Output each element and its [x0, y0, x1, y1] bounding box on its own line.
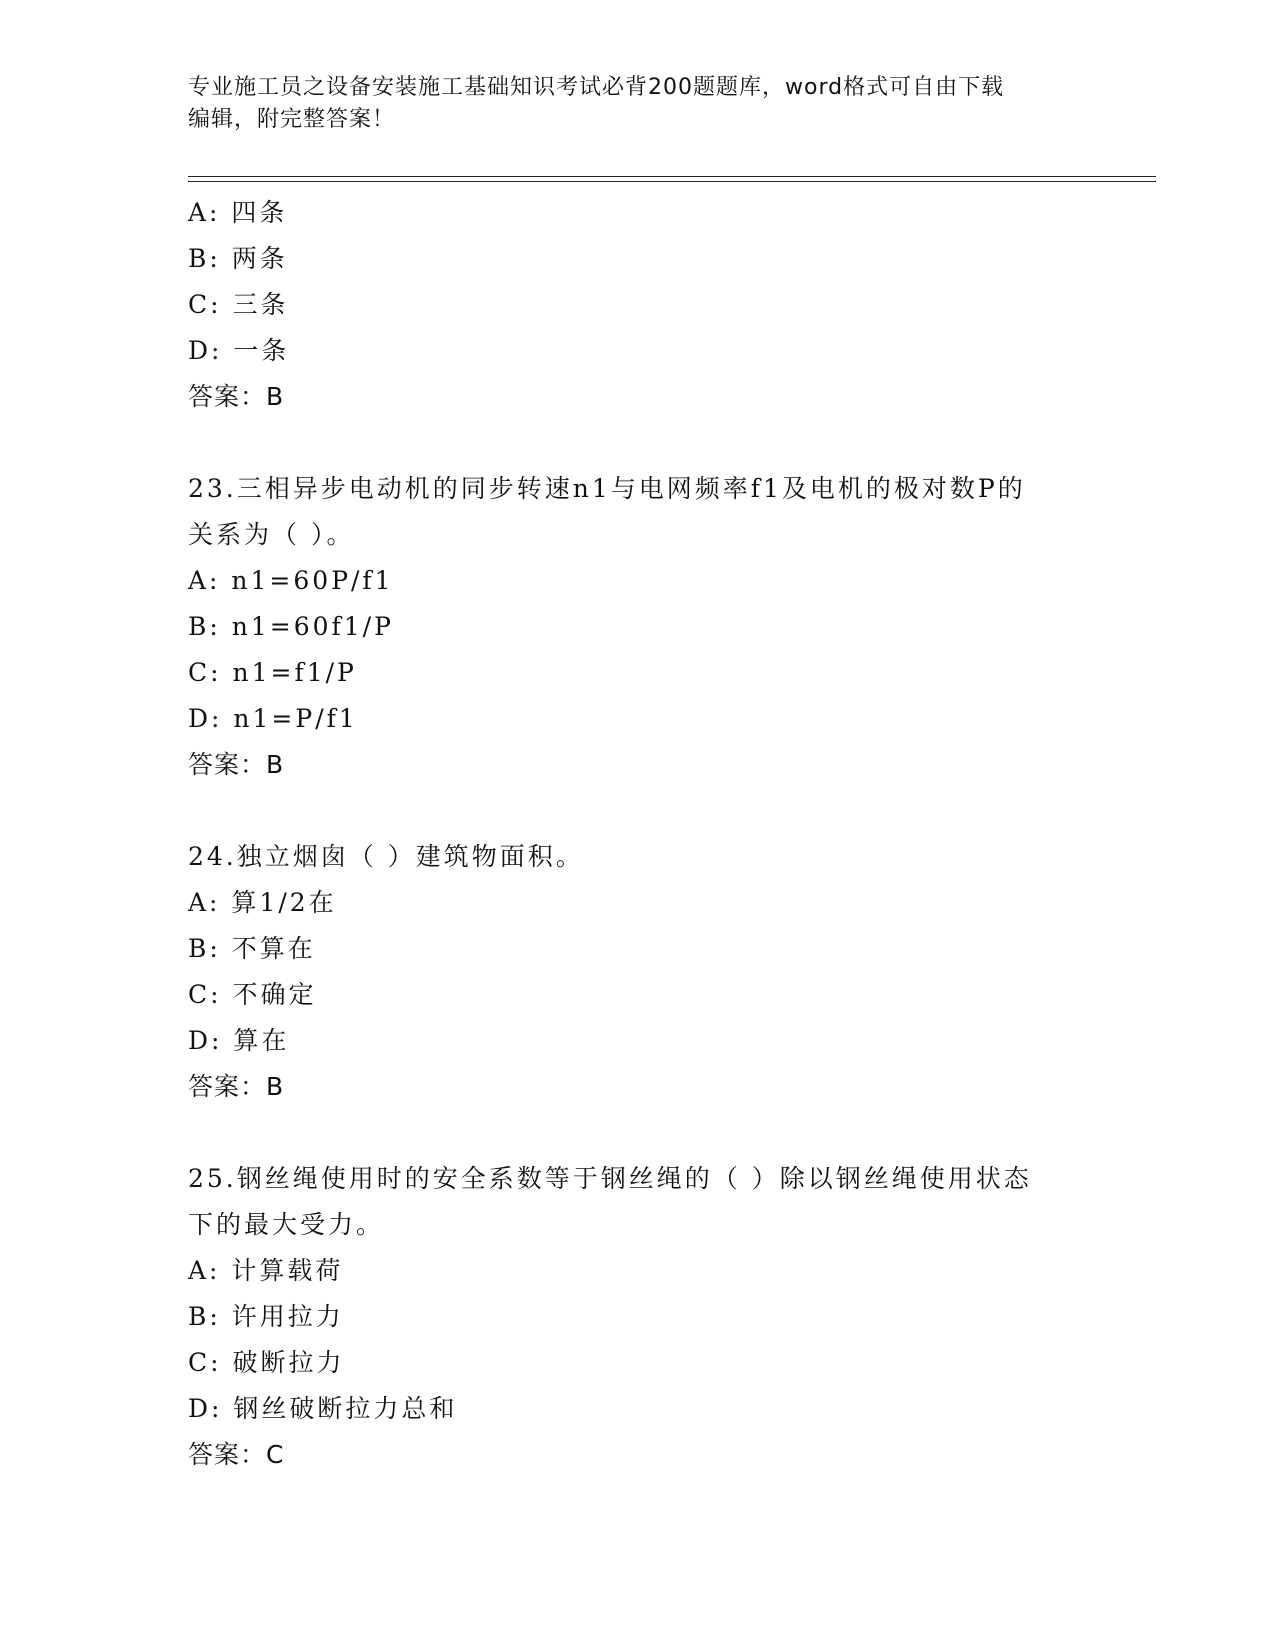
question-23	[188, 466, 1088, 788]
header-divider-bottom	[188, 181, 1156, 182]
question-title-line-1: 25.钢丝绳使用时的安全系数等于钢丝绳的（ ）除以钢丝绳使用状态	[188, 1164, 1032, 1193]
answer: 答案：B	[188, 1072, 285, 1101]
option-a: A: 算1/2在	[188, 888, 337, 917]
question-title-line-1: 24.独立烟囱（ ）建筑物面积。	[188, 842, 584, 871]
option-a: A: n1=60P/f1	[188, 566, 394, 595]
option-d: D: 一条	[188, 336, 290, 365]
option-d: D: 钢丝破断拉力总和	[188, 1394, 458, 1423]
option-a: A: 计算载荷	[188, 1256, 344, 1285]
question-22	[188, 190, 1088, 420]
option-b: B: 不算在	[188, 934, 316, 963]
option-b: B: 许用拉力	[188, 1302, 344, 1331]
question-title-line-1: 23.三相异步电动机的同步转速n1与电网频率f1及电机的极对数P的	[188, 474, 1026, 503]
question-25	[188, 1156, 1088, 1478]
question-spacer	[188, 788, 1088, 834]
option-b: B: 两条	[188, 244, 288, 273]
option-d: D: 算在	[188, 1026, 290, 1055]
option-a: A: 四条	[188, 198, 288, 227]
question-24	[188, 834, 1088, 1110]
question-spacer	[188, 1110, 1088, 1156]
header-divider-top	[188, 176, 1156, 177]
header-title-line-2: 编辑，附完整答案！	[188, 107, 396, 132]
header-title-line-1: 专业施工员之设备安装施工基础知识考试必背200题题库，word格式可自由下载	[188, 75, 1005, 100]
option-b: B: n1=60f1/P	[188, 612, 394, 641]
option-c: C: 不确定	[188, 980, 317, 1009]
option-c: C: n1=f1/P	[188, 658, 357, 687]
question-title-line-2: 下的最大受力。	[188, 1210, 385, 1239]
question-list	[188, 190, 1088, 1478]
answer: 答案：B	[188, 382, 285, 411]
option-d: D: n1=P/f1	[188, 704, 358, 733]
question-spacer	[188, 420, 1088, 466]
question-title-line-2: 关系为（ ）。	[188, 520, 355, 549]
document-header	[188, 72, 1068, 136]
answer: 答案：C	[188, 1440, 285, 1469]
answer: 答案：B	[188, 750, 285, 779]
option-c: C: 三条	[188, 290, 289, 319]
option-c: C: 破断拉力	[188, 1348, 345, 1377]
